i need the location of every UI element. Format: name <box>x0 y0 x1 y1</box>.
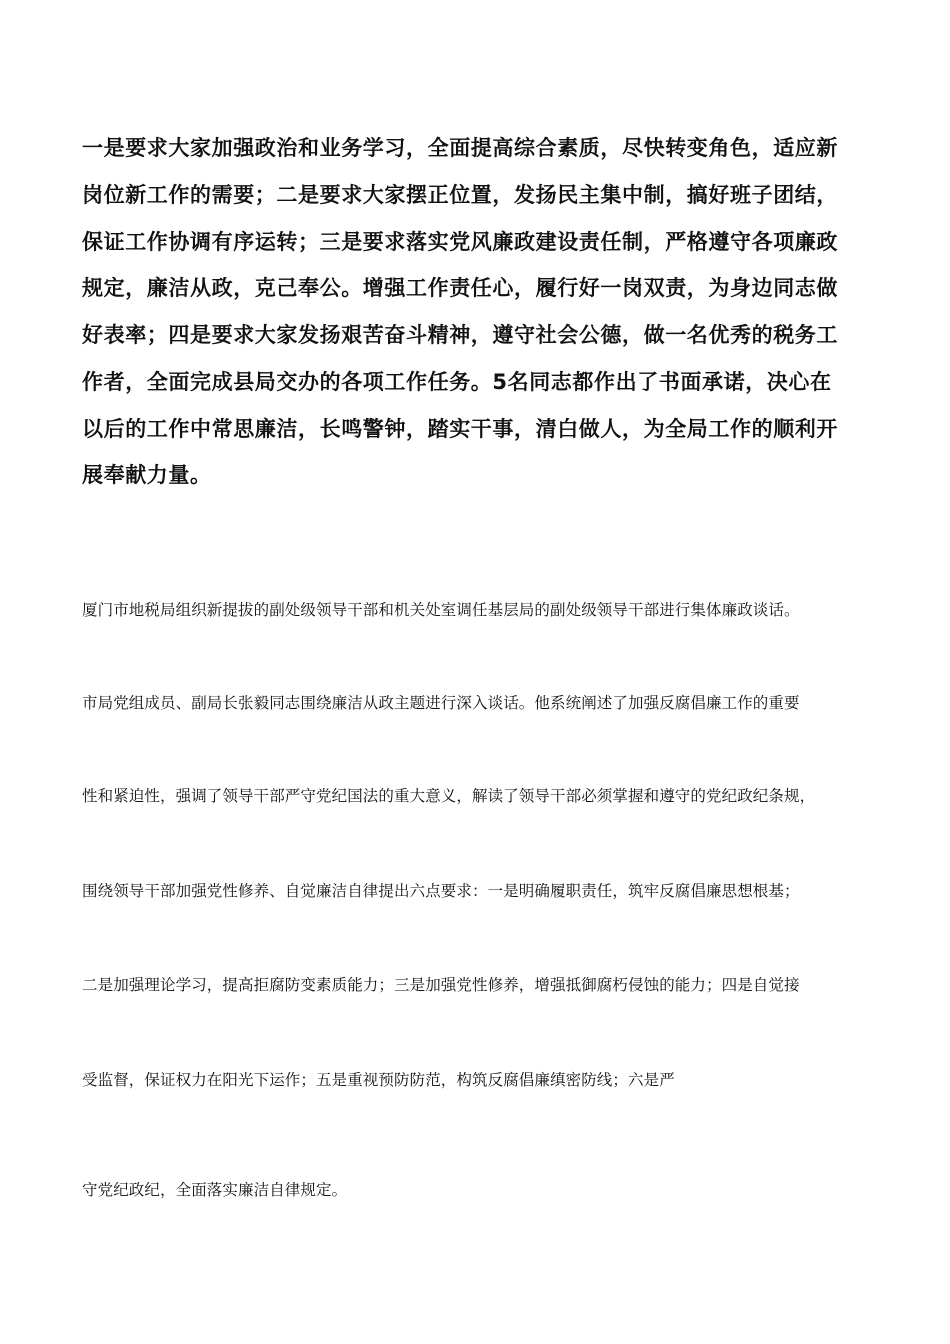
text-line: 受监督，保证权力在阳光下运作；五是重视预防防范，构筑反腐倡廉缜密防线；六是严 <box>82 1071 675 1089</box>
text-line: 保证工作协调有序运转；三是要求落实党风廉政建设责任制，严格遵守各项廉政 <box>82 230 838 254</box>
text-line: 二是加强理论学习，提高拒腐防变素质能力；三是加强党性修养，增强抵御腐朽侵蚀的能力；四是自觉接 <box>82 976 800 994</box>
text-line: 厦门市地税局组织新提拔的副处级领导干部和机关处室调任基层局的副处级领导干部进行集体廉政谈话。 <box>82 601 800 619</box>
text-line: 作者，全面完成县局交办的各项工作任务。5名同志都作出了书面承诺，决心在 <box>82 370 832 394</box>
text-line: 一是要求大家加强政治和业务学习，全面提高综合素质，尽快转变角色，适应新 <box>82 136 838 160</box>
text-line: 市局党组成员、副局长张毅同志围绕廉洁从政主题进行深入谈话。他系统阐述了加强反腐倡廉工作的重要 <box>82 694 800 712</box>
text-line: 以后的工作中常思廉洁，长鸣警钟，踏实干事，清白做人，为全局工作的顺利开 <box>82 417 838 441</box>
text-line: 守党纪政纪，全面落实廉洁自律规定。 <box>82 1181 348 1199</box>
text-line: 岗位新工作的需要；二是要求大家摆正位置，发扬民主集中制，搞好班子团结， <box>82 183 838 207</box>
text-line: 性和紧迫性，强调了领导干部严守党纪国法的重大意义，解读了领导干部必须掌握和遵守的党纪政纪条规， <box>82 787 816 805</box>
text-line: 规定，廉洁从政，克己奉公。增强工作责任心，履行好一岗双责，为身边同志做 <box>82 276 838 300</box>
text-line: 展奉献力量。 <box>82 463 212 487</box>
text-line: 围绕领导干部加强党性修养、自觉廉洁自律提出六点要求：一是明确履职责任，筑牢反腐倡廉思想根基； <box>82 882 800 900</box>
text-line: 好表率；四是要求大家发扬艰苦奋斗精神，遵守社会公德，做一名优秀的税务工 <box>82 323 838 347</box>
